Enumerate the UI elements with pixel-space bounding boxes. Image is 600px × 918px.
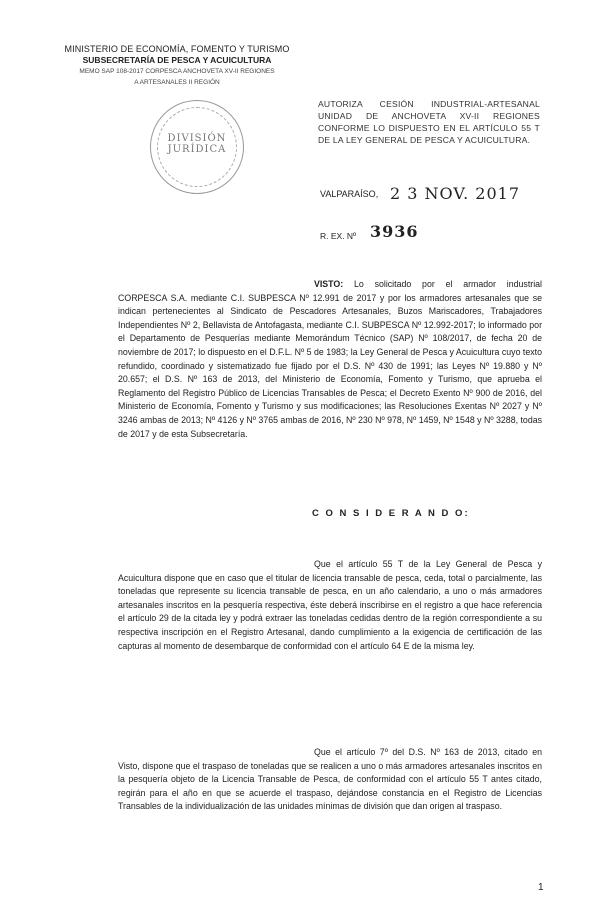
resolution-number: 3936 [370,222,419,241]
ministry-name: MINISTERIO DE ECONOMÍA, FOMENTO Y TURISMO [64,44,290,54]
stamp-line-2: JURÍDICA [167,144,227,155]
place: VALPARAÍSO, [320,189,379,199]
considerando-text-2: Que el artículo 7º del D.S. Nº 163 de 2013, citado en Visto, dispone que el traspaso de toneladas que se realicen a uno o más armadores artesanales inscritos en la pesquería objeto de la Licencia Transable de Pesca, de conformidad con el artículo 55 T antes citado, regirán para el año en que se acuerde el traspaso, dejándose constancia en el Registro de Licencias Transables de la individualización de las unidades mínimas de división que dan origen al traspaso. [118,747,542,812]
resolution-label: R. EX. Nº [320,231,357,241]
letterhead [62,44,292,88]
page-number: 1 [538,882,544,893]
considerando-paragraph-1 [118,558,542,653]
stamp-text [151,133,243,155]
subsecretaria-name: SUBSECRETARÍA DE PESCA Y ACUICULTURA [82,55,272,65]
visto-paragraph [118,278,542,441]
considerando-heading: C O N S I D E R A N D O: [312,508,470,519]
date-stamp: 2 3 NOV. 2017 [390,184,521,203]
considerando-paragraph-2 [118,746,542,814]
resolution-title: AUTORIZA CESIÓN INDUSTRIAL-ARTESANAL UNIDAD DE ANCHOVETA XV-II REGIONES CONFORME LO DISPUESTO EN EL ARTÍCULO 55 T DE LA LEY GENERAL DE PESCA Y ACUICULTURA. [318,99,540,145]
considerando-text-1: Que el artículo 55 T de la Ley General de Pesca y Acuicultura dispone que en caso que el titular de licencia transable de pesca, ceda, total o parcialmente, las toneladas que represente su licencia transable de pesca, en un año calendario, a uno o más armadores artesanales inscritos en la pesquería respectiva, éste deberá inscribirse en el registro a que hace referencia el artículo 29 de la citada ley y podrá extraer las toneladas cedidas dentro de la región correspondiente a su respectiva inscripción en el Registro Artesanal, dando cumplimiento a la exigencia de certificación de las capturas al momento de desembarque de conformidad con el artículo 64 E de la misma ley. [118,559,542,651]
stamp-line-1: DIVISIÓN [167,133,227,144]
memo-reference-2: A ARTESANALES II REGIÓN [134,79,220,86]
visto-label: VISTO: [314,279,344,289]
visto-text: Lo solicitado por el armador industrial CORPESCA S.A. mediante C.I. SUBPESCA Nº 12.991 de 2017 y por los armadores artesanales que se indican pertenecientes al Sindicato de Pescadores Artesanales, Buzos Mariscadores, Trabajadores Independientes Nº 2, Bellavista de Antofagasta, mediante C.I. SUBPESCA Nº 12.992-2017; lo informado por el Departamento de Pesquerías mediante Memorándum Técnico (SAP) Nº 108/2017, de fecha 20 de noviembre de 2017; lo dispuesto en el D.F.L. Nº 5 de 1983; la Ley General de Pesca y Acuicultura cuyo texto refundido, coordinado y sistematizado fue fijado por el D.S. Nº 430 de 1991; las Leyes Nº 19.880 y Nº 20.657; el D.S. Nº 163 de 2013, del Ministerio de Economía, Fomento y Turismo, que aprueba el Reglamento del Registro Público de Licencias Transables de Pesca; el Decreto Exento Nº 900 de 2016, del Ministerio de Economía, Fomento y Turismo y sus modificaciones; las Resoluciones Exentas Nº 2027 y Nº 3246 ambas de 2013; Nº 4126 y Nº 3765 ambas de 2016, Nº 230 Nº 978, Nº 1459, Nº 1548 y Nº 3288, todas de 2017 y de esta Subsecretaría. [118,279,542,439]
memo-reference: MEMO SAP 108-2017 CORPESCA ANCHOVETA XV-II REGIONES [79,68,275,75]
juridica-stamp [150,100,244,194]
